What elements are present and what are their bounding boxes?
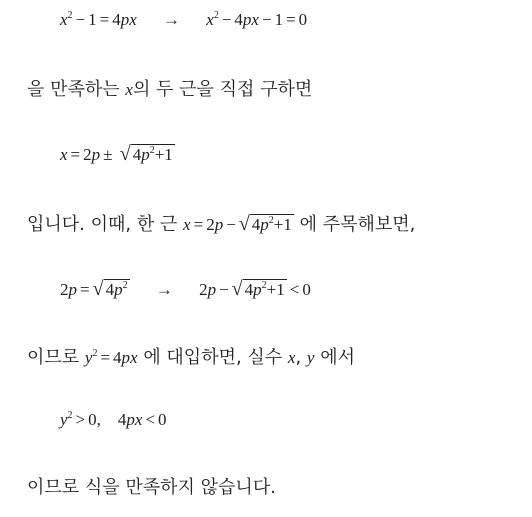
comma: ,: [295, 347, 307, 368]
text-line-3: 이므로 $y^2 = 4px$ 에 대입하면, 실수 x, y 에서: [27, 347, 355, 368]
square-root: √ $4p^2+1$: [238, 213, 292, 235]
variable-x: x: [287, 348, 296, 367]
text-segment: 을 만족하는: [27, 79, 126, 100]
text-segment: 의 두 근을 직접 구하면: [132, 79, 313, 100]
text-segment: 이므로: [27, 347, 85, 368]
arrow-symbol: →: [163, 10, 181, 29]
text-segment: 에서: [314, 347, 355, 368]
arrow-symbol: →: [155, 280, 173, 299]
square-root: √ $4p^2+1$: [231, 278, 285, 300]
text-line-2: 입니다. 이때, 한 근 x = 2p − √ $4p^2+1$ 에 주목해보면,: [27, 213, 416, 235]
text-segment: 에 주목해보면,: [299, 214, 416, 235]
text-segment: 입니다. 이때, 한 근: [27, 214, 184, 235]
text-segment: 이므로 식을 만족하지 않습니다.: [27, 477, 276, 498]
square-root: √ $4p^2+1$: [119, 143, 173, 165]
variable-x: x: [125, 80, 133, 99]
variable-y: y: [306, 348, 315, 367]
equation-line-3: 2p = √ $4p^2 \to 2p$ − √ $4p^2+1 < 0$: [60, 278, 311, 300]
text-line-1: [27, 75, 312, 101]
text-line-4: [27, 473, 276, 499]
equation-line-2: x = 2p ± √ $4p^2+1$: [60, 143, 173, 165]
equation-line-4: $y^2 > 0$, 4px < 0: [60, 410, 167, 429]
equation-line-1: $x^2 - 1 = 4px \to x^2 - 4px - 1 = 0$: [60, 10, 308, 29]
square-root: √ $4p^2$: [92, 278, 128, 300]
text-segment: 에 대입하면, 실수: [143, 347, 288, 368]
